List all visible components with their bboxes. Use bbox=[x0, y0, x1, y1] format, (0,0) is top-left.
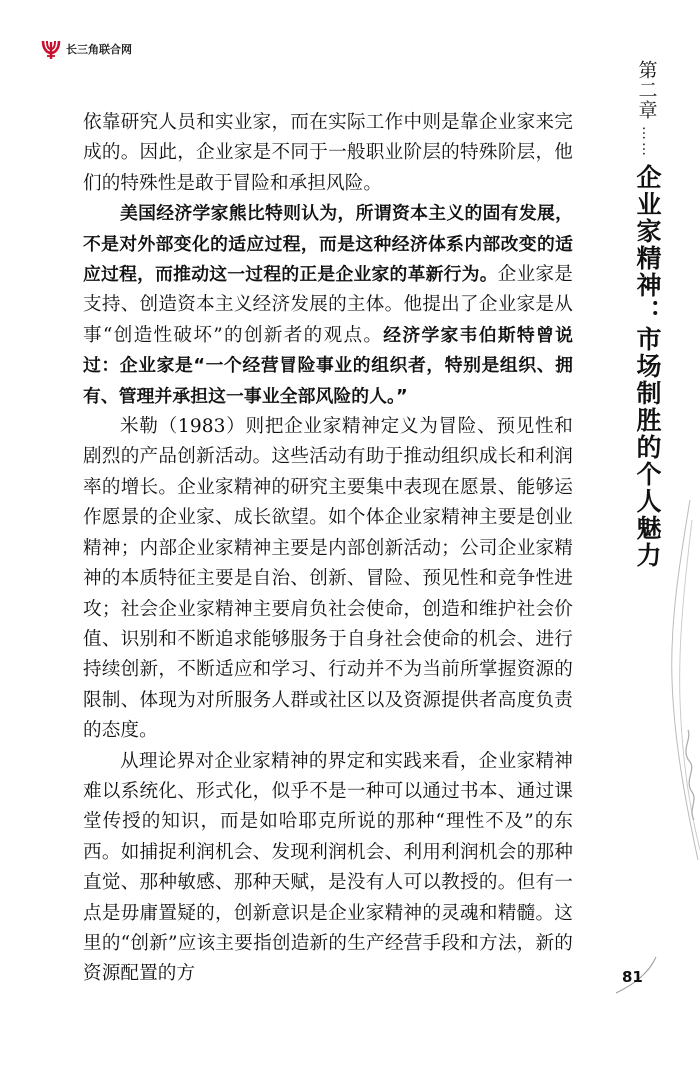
chapter-dots: …… bbox=[639, 126, 655, 158]
paragraph-2-bold-start: 美国经济学家熊比特则认为，所谓资本主义的固有发展，不是对外部变化的适应过程，而是这种经济体系内部改变的适应过程，而推动这一过程的正是企业家的革新行为。 bbox=[83, 203, 573, 286]
page-number: 81 bbox=[622, 968, 643, 986]
site-logo bbox=[40, 38, 132, 60]
chapter-side-title bbox=[627, 60, 667, 569]
body-text bbox=[83, 108, 573, 990]
paragraph-2-bold-end: 经济学家韦伯斯特曾说过：企业家是“一个经营冒险事业的组织者，特别是组织、拥有、管理并承担这一事业全部风险的人。” bbox=[83, 324, 573, 407]
paragraph-2-normal: 企业家是支持、创造资本主义经济发展的主体。他提出了企业家是从事“创造性破坏”的创新者的观点。 bbox=[83, 264, 573, 346]
paragraph-1: 依靠研究人员和实业家，而在实际工作中则是靠企业家来完成的。因此，企业家是不同于一般职业阶层的特殊阶层，他们的特殊性是敢于冒险和承担风险。 bbox=[83, 112, 573, 194]
paragraph-3: 米勒（1983）则把企业家精神定义为冒险、预见性和剧烈的产品创新活动。这些活动有助于推动组织成长和利润率的增长。企业家精神的研究主要集中表现在愿景、能够运作愿景的企业家、成长欲望。如个体企业家精神主要是创业精神；内部企业家精神主要是内部创新活动；公司企业家精神的本质特征主要是自治、创新、冒险、预见性和竞争性进攻；社会企业家精神主要肩负社会使命，创造和维护社会价值、识别和不断追求能够服务于自身社会使命的机会、进行持续创新，不断适应和学习、行动并不为当前所掌握资源的限制、体现为对所服务人群或社区以及资源提供者高度负责的态度。 bbox=[83, 416, 573, 742]
paragraph-4: 从理论界对企业家精神的界定和实践来看，企业家精神难以系统化、形式化，似乎不是一种可以通过书本、通过课堂传授的知识，而是如哈耶克所说的那种“理性不及”的东西。如捕捉利润机会、发现利润机会、利用利润机会的那种直觉、那种敏感、那种天赋，是没有人可以教授的。但有一点是毋庸置疑的，创新意识是企业家精神的灵魂和精髓。这里的“创新”应该主要指创造新的生产经营手段和方法，新的资源配置的方 bbox=[83, 750, 573, 985]
logo-emblem-icon bbox=[40, 38, 62, 60]
chapter-label: 第二章 bbox=[635, 60, 658, 120]
logo-text: 长三角联合网 bbox=[66, 43, 132, 56]
chapter-title: 企业家精神：市场制胜的个人魅力 bbox=[633, 164, 662, 569]
paragraph-2 bbox=[83, 199, 573, 412]
page-edge-shading bbox=[630, 500, 700, 860]
